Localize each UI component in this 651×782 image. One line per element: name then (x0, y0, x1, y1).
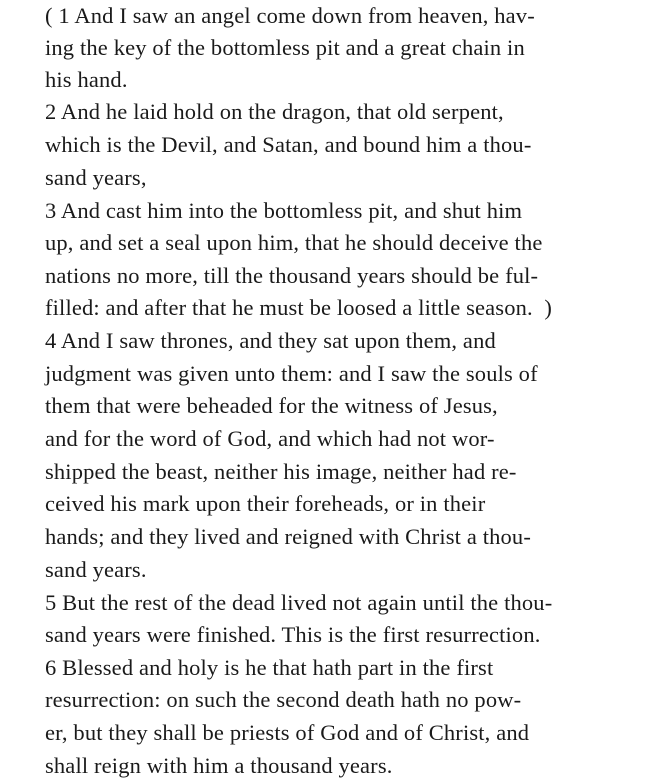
text-line: filled: and after that he must be loosed a little season. ) (45, 295, 552, 320)
text-line: shall reign with him a thousand years. (45, 753, 393, 778)
text-line: 6 Blessed and holy is he that hath part in the first (45, 655, 494, 680)
text-line: hands; and they lived and reigned with Christ a thou- (45, 524, 531, 549)
text-line: sand years were finished. This is the first resurrection. (45, 622, 541, 647)
text-line: 4 And I saw thrones, and they sat upon them, and (45, 328, 496, 353)
text-line: nations no more, till the thousand years should be ful- (45, 263, 539, 288)
text-line: er, but they shall be priests of God and of Christ, and (45, 720, 530, 745)
text-line: them that were beheaded for the witness of Jesus, (45, 393, 498, 418)
text-line: which is the Devil, and Satan, and bound him a thou- (45, 132, 532, 157)
text-line: ceived his mark upon their foreheads, or in their (45, 491, 486, 516)
text-line: 5 But the rest of the dead lived not again until the thou- (45, 590, 553, 615)
text-line: shipped the beast, neither his image, neither had re- (45, 459, 517, 484)
text-line: sand years, (45, 165, 147, 190)
text-line: ( 1 And I saw an angel come down from heaven, hav- (45, 3, 535, 28)
text-line: 2 And he laid hold on the dragon, that old serpent, (45, 99, 504, 124)
text-line: ing the key of the bottomless pit and a great chain in (45, 35, 525, 60)
text-line: 3 And cast him into the bottomless pit, and shut him (45, 198, 523, 223)
text-line: up, and set a seal upon him, that he should deceive the (45, 230, 543, 255)
text-line: his hand. (45, 67, 128, 92)
text-line: resurrection: on such the second death hath no pow- (45, 687, 522, 712)
text-line: judgment was given unto them: and I saw the souls of (45, 361, 538, 386)
text-line: sand years. (45, 557, 147, 582)
text-line: and for the word of God, and which had not wor- (45, 426, 495, 451)
